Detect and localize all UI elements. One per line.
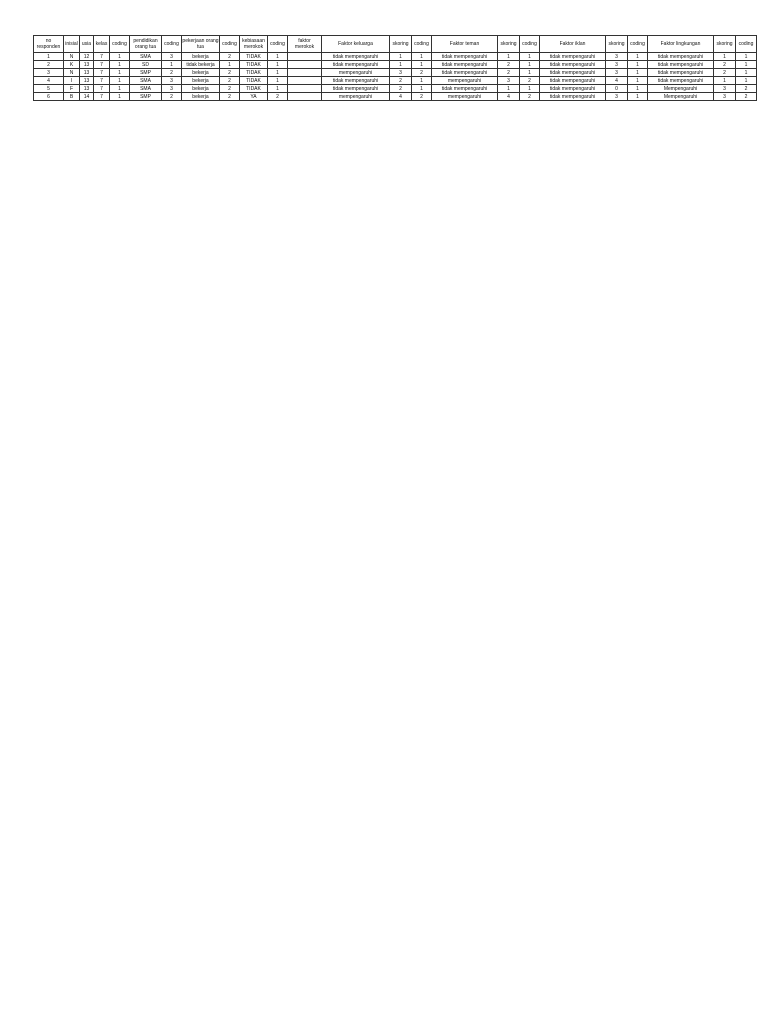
table-cell: 2 (714, 69, 736, 77)
table-cell: tidak mempengaruhi (432, 69, 498, 77)
table-cell: 1 (628, 93, 648, 101)
table-cell: bekerja (182, 93, 220, 101)
table-cell: tidak mempengaruhi (648, 61, 714, 69)
column-header: pekerjaan orang tua (182, 36, 220, 53)
table-cell: tidak mempengaruhi (432, 53, 498, 61)
respondent-sheet (33, 35, 754, 101)
column-header: coding (220, 36, 240, 53)
table-cell: 1 (110, 77, 130, 85)
table-cell: tidak mempengaruhi (648, 69, 714, 77)
table-cell: mempengaruhi (322, 93, 390, 101)
table-cell: 1 (268, 77, 288, 85)
table-cell: 2 (220, 77, 240, 85)
table-cell: 1 (268, 69, 288, 77)
table-cell (288, 53, 322, 61)
table-cell: 6 (34, 93, 64, 101)
table-cell (288, 77, 322, 85)
table-cell: 1 (110, 69, 130, 77)
table-cell: 0 (606, 85, 628, 93)
table-cell: SMA (130, 77, 162, 85)
table-cell: TIDAK (240, 85, 268, 93)
column-header: faktor merokok (288, 36, 322, 53)
table-cell: K (64, 61, 80, 69)
table-cell: 1 (736, 69, 757, 77)
table-cell: 7 (94, 77, 110, 85)
column-header: kelas (94, 36, 110, 53)
table-cell: mempengaruhi (322, 69, 390, 77)
table-cell: tidak mempengaruhi (648, 77, 714, 85)
table-cell: tidak mempengaruhi (540, 61, 606, 69)
table-cell: N (64, 69, 80, 77)
table-cell: 1 (110, 61, 130, 69)
table-cell: 2 (390, 77, 412, 85)
table-cell: 4 (34, 77, 64, 85)
table-cell: 2 (412, 69, 432, 77)
table-cell: 12 (80, 53, 94, 61)
column-header: kebiasaan merokok (240, 36, 268, 53)
column-header: coding (628, 36, 648, 53)
table-cell: tidak mempengaruhi (540, 77, 606, 85)
table-cell: 3 (606, 53, 628, 61)
table-cell: 1 (628, 69, 648, 77)
table-cell: 1 (390, 61, 412, 69)
table-cell: 1 (520, 53, 540, 61)
table-cell: 3 (162, 85, 182, 93)
table-cell (288, 69, 322, 77)
table-cell: tidak mempengaruhi (648, 53, 714, 61)
table-cell: tidak mempengaruhi (540, 93, 606, 101)
table-cell: TIDAK (240, 77, 268, 85)
table-cell: bekerja (182, 85, 220, 93)
table-cell: 7 (94, 85, 110, 93)
table-cell: 1 (412, 77, 432, 85)
table-cell: 7 (94, 69, 110, 77)
table-cell: YA (240, 93, 268, 101)
column-header: Faktor keluarga (322, 36, 390, 53)
table-cell: 1 (268, 85, 288, 93)
table-cell: SMP (130, 69, 162, 77)
table-cell (288, 85, 322, 93)
table-cell: 1 (498, 85, 520, 93)
table-cell: 5 (34, 85, 64, 93)
table-cell: TIDAK (240, 61, 268, 69)
table-cell: tidak mempengaruhi (540, 85, 606, 93)
table-cell: F (64, 85, 80, 93)
table-cell: 3 (714, 93, 736, 101)
table-body (34, 53, 757, 101)
table-row (34, 69, 757, 77)
table-cell: 1 (412, 85, 432, 93)
table-cell: 1 (268, 53, 288, 61)
table-cell: 1 (520, 61, 540, 69)
table-cell: 2 (520, 77, 540, 85)
column-header: no responden (34, 36, 64, 53)
table-cell: 2 (162, 93, 182, 101)
table-cell: 1 (390, 53, 412, 61)
table-cell: 4 (390, 93, 412, 101)
table-cell: 13 (80, 69, 94, 77)
table-cell: 1 (714, 77, 736, 85)
table-cell: 1 (714, 53, 736, 61)
column-header: skoring (606, 36, 628, 53)
table-cell: TIDAK (240, 69, 268, 77)
table-cell: 1 (34, 53, 64, 61)
table-cell: 2 (498, 61, 520, 69)
table-cell: 2 (220, 93, 240, 101)
respondent-table (33, 35, 757, 101)
column-header: Faktor lingkungan (648, 36, 714, 53)
table-cell: 3 (498, 77, 520, 85)
table-cell: 1 (736, 53, 757, 61)
table-cell: B (64, 93, 80, 101)
table-cell: 1 (412, 53, 432, 61)
table-cell: mempengaruhi (432, 77, 498, 85)
column-header: skoring (498, 36, 520, 53)
table-cell: bekerja (182, 53, 220, 61)
column-header: coding (736, 36, 757, 53)
table-cell: SMA (130, 85, 162, 93)
table-cell: 2 (268, 93, 288, 101)
table-cell: tidak mempengaruhi (540, 69, 606, 77)
table-row (34, 85, 757, 93)
column-header: coding (520, 36, 540, 53)
table-cell: 2 (736, 93, 757, 101)
table-cell: tidak mempengaruhi (322, 85, 390, 93)
table-cell: 1 (628, 61, 648, 69)
table-cell: 7 (94, 93, 110, 101)
table-row (34, 93, 757, 101)
table-cell: 7 (94, 53, 110, 61)
table-row (34, 77, 757, 85)
table-cell: I (64, 77, 80, 85)
column-header: coding (110, 36, 130, 53)
table-cell: 2 (34, 61, 64, 69)
table-cell: 2 (520, 93, 540, 101)
table-cell: 14 (80, 93, 94, 101)
table-cell: 7 (94, 61, 110, 69)
table-cell: 2 (498, 69, 520, 77)
table-cell: 1 (110, 93, 130, 101)
table-cell: 1 (110, 85, 130, 93)
table-cell: tidak bekerja (182, 61, 220, 69)
column-header: Faktor iklan (540, 36, 606, 53)
column-header: coding (162, 36, 182, 53)
table-cell: 3 (606, 69, 628, 77)
table-cell: tidak mempengaruhi (322, 53, 390, 61)
table-cell: 3 (162, 77, 182, 85)
column-header: coding (412, 36, 432, 53)
table-cell: 1 (520, 69, 540, 77)
table-cell: 2 (714, 61, 736, 69)
table-cell: 1 (268, 61, 288, 69)
table-cell: 3 (606, 61, 628, 69)
table-cell: bekerja (182, 77, 220, 85)
table-cell: 1 (628, 77, 648, 85)
table-cell: 3 (162, 53, 182, 61)
table-cell: N (64, 53, 80, 61)
table-cell: 2 (162, 69, 182, 77)
table-cell: 13 (80, 61, 94, 69)
table-cell: 1 (520, 85, 540, 93)
table-cell: 2 (390, 85, 412, 93)
column-header: skoring (390, 36, 412, 53)
table-cell: 1 (628, 85, 648, 93)
table-header-row (34, 36, 757, 53)
table-cell: 3 (606, 93, 628, 101)
table-row (34, 61, 757, 69)
table-cell: mempengaruhi (432, 93, 498, 101)
table-cell: SMP (130, 93, 162, 101)
table-row (34, 53, 757, 61)
table-cell: tidak mempengaruhi (322, 61, 390, 69)
table-cell: 13 (80, 85, 94, 93)
table-cell: SMA (130, 53, 162, 61)
table-cell (288, 93, 322, 101)
table-cell: 1 (220, 61, 240, 69)
table-cell: 4 (498, 93, 520, 101)
table-cell: 1 (736, 77, 757, 85)
column-header: coding (268, 36, 288, 53)
table-cell: 2 (412, 93, 432, 101)
column-header: skoring (714, 36, 736, 53)
table-cell: tidak mempengaruhi (432, 61, 498, 69)
column-header: pendidikan orang tua (130, 36, 162, 53)
table-cell: 3 (714, 85, 736, 93)
table-cell: 2 (220, 53, 240, 61)
table-cell: 1 (628, 53, 648, 61)
table-cell: 1 (412, 61, 432, 69)
table-cell: 2 (220, 85, 240, 93)
table-cell: tidak mempengaruhi (322, 77, 390, 85)
table-cell: 2 (736, 85, 757, 93)
table-cell: 1 (498, 53, 520, 61)
column-header: Faktor teman (432, 36, 498, 53)
table-cell: tidak mempengaruhi (540, 53, 606, 61)
column-header: usia (80, 36, 94, 53)
table-cell: 3 (34, 69, 64, 77)
table-cell: Mempengaruhi (648, 85, 714, 93)
table-cell: SD (130, 61, 162, 69)
column-header: inisial (64, 36, 80, 53)
table-cell: 1 (110, 53, 130, 61)
table-cell: TIDAK (240, 53, 268, 61)
table-cell: 13 (80, 77, 94, 85)
table-cell: 1 (736, 61, 757, 69)
table-cell: 3 (390, 69, 412, 77)
table-cell: 4 (606, 77, 628, 85)
table-cell: tidak mempengaruhi (432, 85, 498, 93)
table-cell: bekerja (182, 69, 220, 77)
table-cell: 1 (162, 61, 182, 69)
table-cell: Mempengaruhi (648, 93, 714, 101)
table-cell (288, 61, 322, 69)
table-cell: 2 (220, 69, 240, 77)
